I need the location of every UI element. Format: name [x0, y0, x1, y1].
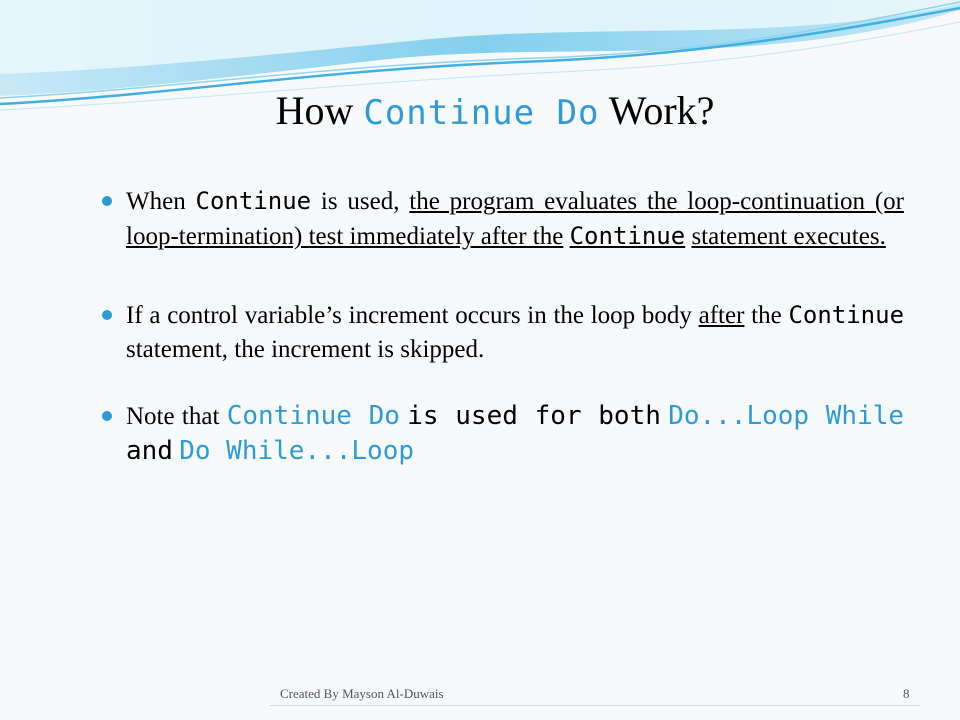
bullet1-mid: is used, — [320, 188, 400, 215]
slide-title — [0, 86, 960, 138]
bullet3-code3: Do While...Loop — [179, 436, 415, 466]
bullet3-mid: is used for both — [407, 401, 661, 431]
bullet1-underlined-b: statement executes. — [691, 223, 886, 250]
bullet1-underlined-a: the program evaluates the loop-continuation (or loop-termination) test immediately after the — [126, 188, 905, 250]
bullet2-code: Continue — [788, 301, 905, 329]
bullet-list — [100, 184, 904, 469]
bullet-dot-icon — [102, 411, 112, 421]
bullet-dot-icon — [102, 310, 112, 320]
page-number: 8 — [903, 686, 910, 701]
title-suffix: Work? — [608, 88, 715, 133]
bullet-note-continue-do — [100, 399, 904, 469]
footer-divider — [270, 705, 920, 706]
footer-author: Created By Mayson Al-Duwais — [280, 686, 444, 701]
bullet2-mid: the — [751, 302, 782, 329]
bullet1-code2: Continue — [569, 222, 686, 250]
bullet-continue-evaluates — [100, 184, 904, 254]
bullet-increment-skipped — [100, 298, 904, 367]
bullet3-pre: Note that — [126, 403, 220, 430]
bullet2-pre: If a control variable’s increment occurs in the loop body — [126, 302, 692, 329]
bullet3-and: and — [126, 436, 173, 466]
bullet1-code1: Continue — [195, 187, 312, 215]
bullet-dot-icon — [102, 196, 112, 206]
bullet3-code2: Do...Loop While — [668, 401, 905, 431]
title-prefix: How — [275, 88, 354, 133]
title-code: Continue Do — [363, 93, 600, 133]
bullet3-code1: Continue Do — [226, 401, 400, 431]
bullet2-post: statement, the increment is skipped. — [126, 336, 485, 363]
bullet2-underlined: after — [698, 302, 745, 329]
bullet1-pre: When — [126, 188, 186, 215]
